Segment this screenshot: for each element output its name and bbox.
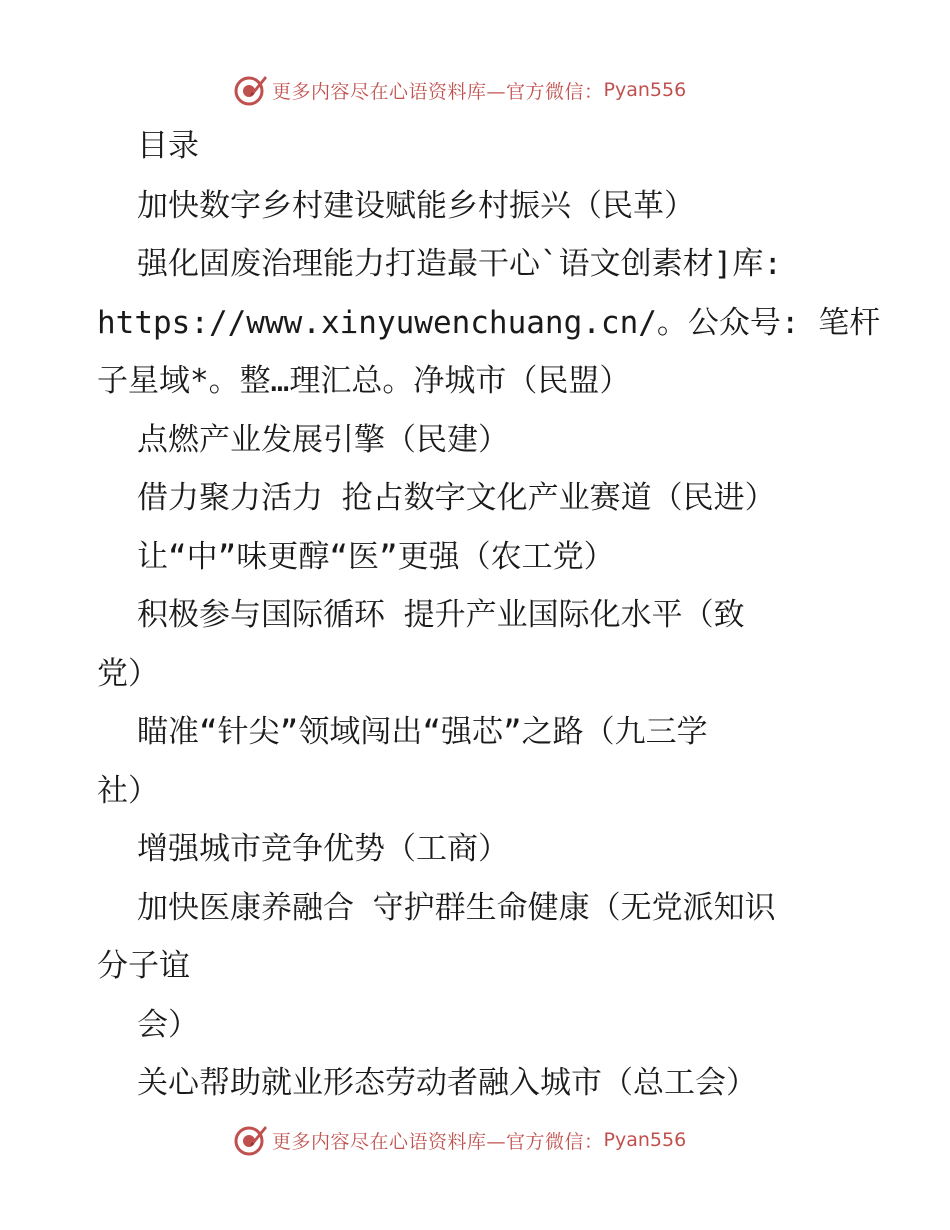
toc-entry: 瞄准“针尖”领域闯出“强芯”之路（九三学 <box>137 714 708 750</box>
watermark-wechat-id: Pyan556 <box>603 79 687 101</box>
toc-entry: 强化固废治理能力打造最干心`语文创素材]库: <box>137 246 782 282</box>
toc-entry: 党） <box>97 656 159 692</box>
toc-entry: 加快医康养融合 守护群生命健康（无党派知识 <box>137 890 776 926</box>
watermark-footer <box>232 1120 686 1160</box>
toc-entry: 点燃产业发展引擎（民建） <box>137 422 509 458</box>
quill-logo-icon <box>232 72 268 108</box>
watermark-text: 更多内容尽在心语资料库—官方微信： <box>272 80 604 103</box>
toc-entry: 增强城市竞争优势（工商） <box>137 831 509 867</box>
toc-entry: 社） <box>97 773 159 809</box>
watermark-wechat-id: Pyan556 <box>603 1129 687 1151</box>
toc-entry: 让“中”味更醇“医”更强（农工党） <box>137 539 615 575</box>
toc-entry: 加快数字乡村建设赋能乡村振兴（民革） <box>137 188 695 224</box>
toc-entry: 借力聚力活力 抢占数字文化产业赛道（民进） <box>137 480 776 516</box>
quill-logo-icon <box>232 1122 268 1158</box>
toc-entry: 子星域*。整…理汇总。净城市（民盟） <box>97 363 631 399</box>
toc-entry: 会） <box>137 1007 199 1043</box>
watermark-header <box>232 70 686 110</box>
watermark-text: 更多内容尽在心语资料库—官方微信： <box>272 1130 604 1153</box>
toc-entry: 积极参与国际循环 提升产业国际化水平（致 <box>137 597 745 633</box>
toc-title: 目录 <box>137 128 199 164</box>
toc-entry: 关心帮助就业形态劳动者融入城市（总工会） <box>137 1065 757 1101</box>
toc-entry: https://www.xinyuwenchuang.cn/。公众号: 笔杆 <box>97 305 881 341</box>
toc-entry: 分子谊 <box>97 948 190 984</box>
